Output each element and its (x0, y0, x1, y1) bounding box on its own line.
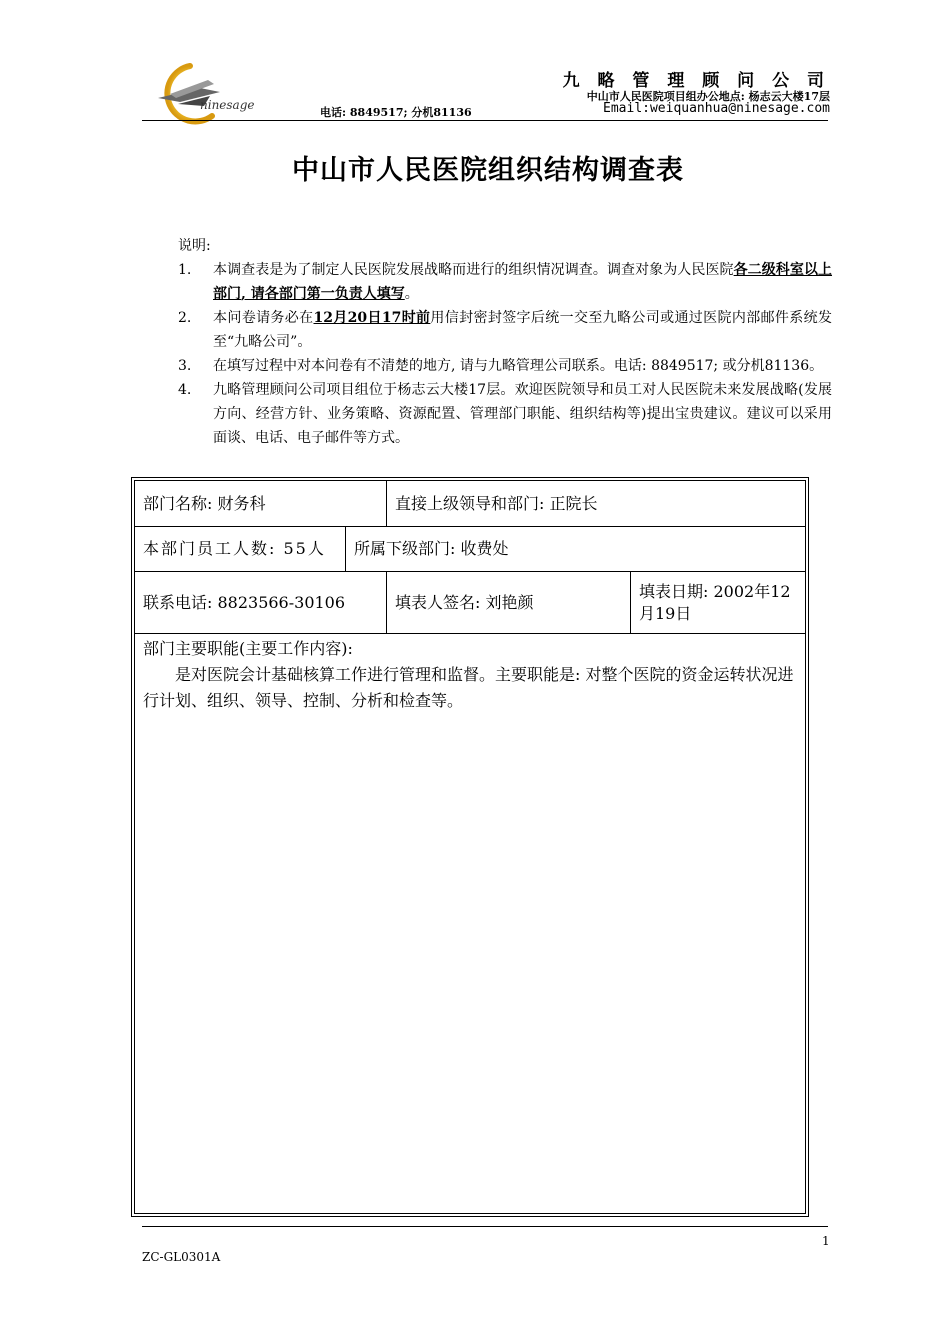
instruction-text: 。 (404, 286, 419, 302)
form-row-department (135, 481, 805, 527)
logo-text: ninesage (200, 98, 255, 112)
instruction-number: 4. (178, 382, 192, 398)
signer-field[interactable]: 填表人签名: 刘艳颜 (395, 592, 534, 612)
superior-field[interactable]: 直接上级领导和部门: 正院长 (395, 493, 598, 513)
department-name-field[interactable]: 部门名称: 财务科 (143, 493, 266, 513)
staff-count-field[interactable]: 本部门员工人数: 55人 (143, 539, 326, 558)
duties-section[interactable] (135, 634, 805, 716)
instruction-emphasis: , 请各部门第一负责人填写 (241, 286, 405, 302)
footer-divider (142, 1226, 828, 1227)
instruction-text: 九略管理顾问公司项目组位于杨志云大楼17层。欢迎医院领导和员工对人民医院未来发展战略(发展方向、经营方针、业务策略、资源配置、管理部门职能、组织结构等)提出宝贵建议。建议可以采用面谈、电话、电子邮件等方式。 (213, 382, 832, 446)
header-email: Email:weiquanhua@ninesage.com (603, 101, 830, 116)
instruction-item (178, 378, 832, 450)
instruction-number: 3. (178, 358, 192, 374)
company-logo (150, 58, 265, 128)
instruction-item (178, 306, 832, 354)
fill-date-field[interactable]: 填表日期: 2002年12月19日 (639, 581, 791, 623)
duties-label: 部门主要职能(主要工作内容): (143, 639, 353, 658)
contact-phone-field[interactable]: 联系电话: 8823566-30106 (143, 592, 346, 612)
instruction-text: 本问卷请务必在 (213, 310, 314, 326)
company-name: 九 略 管 理 顾 问 公 司 (562, 71, 830, 91)
page-title: 中山市人民医院组织结构调查表 (292, 155, 684, 186)
duties-text: 是对医院会计基础核算工作进行管理和监督。主要职能是: 对整个医院的资金运转状况进行计划、组织、领导、控制、分析和检查等。 (143, 665, 794, 710)
instructions-heading: 说明: (178, 238, 211, 254)
form-row-contact (135, 572, 805, 634)
instruction-item (178, 354, 832, 378)
header-divider (142, 120, 828, 121)
page-number: 1 (822, 1234, 830, 1248)
form-row-staff (135, 527, 805, 572)
deadline-emphasis: 12月20日17时前 (313, 310, 431, 326)
instruction-emphasis: 各二级科室以上部门 (213, 262, 833, 302)
office-address: 中山市人民医院项目组办公地点: 杨志云大楼17层 (586, 90, 830, 103)
instructions (178, 234, 832, 450)
header-phone: 电话: 8849517; 分机81136 (320, 106, 472, 119)
instruction-item (178, 258, 832, 306)
document-code: ZC-GL0301A (142, 1250, 221, 1264)
instruction-number: 1. (178, 262, 192, 278)
subordinate-dept-field[interactable]: 所属下级部门: 收费处 (354, 539, 509, 558)
instruction-number: 2. (178, 310, 192, 326)
instruction-text: 在填写过程中对本问卷有不清楚的地方, 请与九略管理公司联系。电话: 8849517; 或分机81136。 (213, 358, 824, 374)
instruction-text: 用信封密封签字后统一交至九略公司或通过医院内部邮件系统发至“九略公司”。 (213, 310, 832, 350)
survey-form-table (134, 480, 806, 1214)
instruction-text: 本调查表是为了制定人民医院发展战略而进行的组织情况调查。调查对象为人民医院 (213, 262, 734, 278)
